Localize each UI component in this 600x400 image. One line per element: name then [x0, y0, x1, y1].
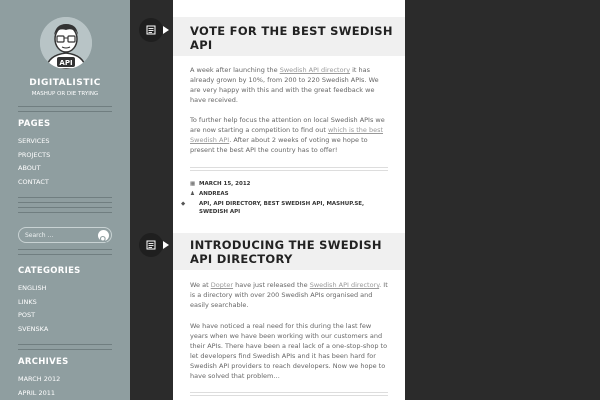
pages-item-services[interactable]: SERVICES [18, 137, 50, 145]
main-content [173, 0, 405, 400]
calendar-icon: ▦ [190, 181, 196, 187]
post-date[interactable]: ▦ MARCH 15, 2012 [190, 181, 251, 187]
person-icon: ♟ [190, 191, 195, 197]
category-item-svenska[interactable]: SVENSKA [18, 324, 49, 333]
divider [18, 207, 112, 213]
document-icon [139, 18, 163, 42]
archives-title: ARCHIVES [18, 357, 69, 367]
pages-item-about[interactable]: ABOUT [18, 164, 41, 172]
category-item-post[interactable]: POST [18, 311, 36, 319]
site-title[interactable]: DIGITALISTIC [29, 78, 101, 88]
categories-list [18, 282, 48, 336]
divider [18, 197, 112, 203]
archives-list [18, 373, 60, 400]
tag-icon: ◆ [181, 201, 186, 207]
avatar-badge: API [59, 59, 73, 67]
divider [18, 106, 112, 112]
pages-item-projects[interactable]: PROJECTS [18, 150, 51, 159]
post-format-badge[interactable] [139, 233, 163, 257]
search-box [18, 227, 112, 243]
post-format-badge[interactable] [139, 18, 163, 42]
post-paragraph: We at Dopter have just released the Swedish API directory. It is a directory with over 200 Swedish APIs organised and easily searchable. [190, 281, 388, 309]
post-paragraph: A week after launching the Swedish API directory it has already grown by 10%, from 200 to 220 Swedish APIs. We are very happy with this and with the great feedback we have received. [190, 66, 379, 104]
swedish-api-directory-link[interactable]: Swedish API directory [279, 66, 351, 74]
category-item-links[interactable]: LINKS [18, 297, 37, 306]
search-input[interactable] [25, 230, 95, 240]
site-tagline: MASHUP OR DIE TRYING [31, 91, 99, 97]
avatar-illustration-icon [40, 17, 92, 69]
best-swedish-api-link[interactable]: which is the best Swedish API [190, 126, 384, 144]
category-item-english[interactable]: ENGLISH [18, 284, 47, 292]
dopter-link[interactable]: Dopter [210, 281, 234, 289]
sidebar [0, 0, 130, 400]
archive-item-april-2011[interactable]: APRIL 2011 [18, 388, 56, 397]
post-title[interactable]: INTRODUCING THE SWEDISH API DIRECTORY [190, 238, 382, 266]
document-icon [139, 233, 163, 257]
categories-title: CATEGORIES [18, 266, 81, 276]
post-divider [190, 167, 388, 171]
post-paragraph: We have noticed a real need for this during the last few years when we have been working with our customers and their APIs. There have been a real lack of a one-stop-shop to let developers find Swedish APIs and it has been hard for Swedish API providers to reach developers. Now we hope to have solved that problem… [190, 322, 388, 380]
pages-title: PAGES [18, 119, 51, 129]
pages-item-contact[interactable]: CONTACT [18, 177, 49, 186]
pages-list [18, 135, 50, 189]
avatar[interactable] [40, 17, 92, 69]
post-divider [190, 392, 388, 396]
post-title[interactable]: VOTE FOR THE BEST SWEDISH API [190, 24, 393, 52]
search-button[interactable] [98, 230, 109, 241]
swedish-api-directory-link[interactable]: Swedish API directory [309, 281, 380, 289]
archive-item-march-2012[interactable]: MARCH 2012 [18, 375, 61, 383]
divider [18, 249, 112, 255]
post-paragraph: To further help focus the attention on local Swedish APIs we are now starting a competition to find out which is the best Swedish API. After about 2 weeks of voting we hope to present the best API the country has to offer! [190, 116, 385, 154]
divider [18, 344, 112, 350]
post-author[interactable]: ♟ ANDREAS [190, 191, 229, 197]
search-icon [98, 234, 109, 245]
post-tags[interactable]: ◆ API, API DIRECTORY, BEST SWEDISH API, MASHUP.SE, SWEDISH API [181, 201, 365, 215]
